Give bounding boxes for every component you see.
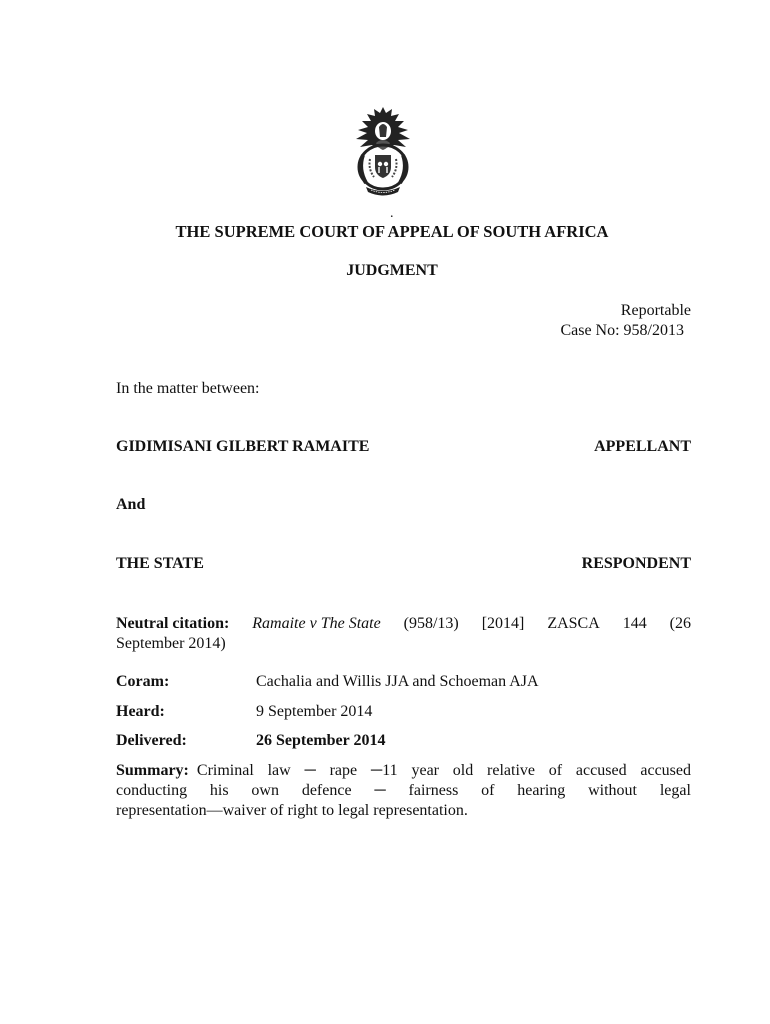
summary-word: defence bbox=[301, 782, 352, 799]
citation-case-title: Ramaite v The State bbox=[252, 615, 381, 632]
summary-word: his bbox=[209, 782, 229, 799]
citation-word: 144 bbox=[622, 615, 647, 632]
summary-line-3: representation—waiver of right to legal representation. bbox=[116, 802, 468, 819]
citation-label: Neutral citation: bbox=[116, 615, 230, 632]
summary-block bbox=[116, 761, 691, 821]
delivered-value: 26 September 2014 bbox=[256, 732, 386, 749]
summary-word: conducting bbox=[116, 782, 188, 799]
respondent-role: RESPONDENT bbox=[581, 555, 691, 572]
summary-word: of bbox=[481, 782, 495, 799]
appellant-role: APPELLANT bbox=[594, 438, 691, 455]
summary-word: own bbox=[251, 782, 279, 799]
conjunction-and: And bbox=[116, 496, 146, 513]
neutral-citation bbox=[116, 614, 691, 654]
document-type-heading: JUDGMENT bbox=[346, 262, 438, 279]
summary-word: without bbox=[588, 782, 637, 799]
coram-label: Coram: bbox=[116, 673, 170, 690]
summary-word: hearing bbox=[517, 782, 566, 799]
respondent-name: THE STATE bbox=[116, 555, 204, 572]
citation-word: [2014] bbox=[481, 615, 525, 632]
summary-word: legal bbox=[659, 782, 691, 799]
citation-word: (26 bbox=[669, 615, 691, 632]
appellant-name: GIDIMISANI GILBERT RAMAITE bbox=[116, 438, 370, 455]
summary-line-1: Criminal law ─ rape ─11 year old relative of accused accused bbox=[196, 762, 691, 779]
citation-word: (958/13) bbox=[403, 615, 459, 632]
citation-word: ZASCA bbox=[547, 615, 600, 632]
coram-value: Cachalia and Willis JJA and Schoeman AJA bbox=[256, 673, 539, 690]
summary-word: ─ bbox=[374, 782, 386, 799]
case-number: Case No: 958/2013 bbox=[560, 322, 684, 339]
header-dot: . bbox=[390, 206, 394, 221]
heard-value: 9 September 2014 bbox=[256, 703, 373, 720]
delivered-label: Delivered: bbox=[116, 732, 187, 749]
citation-line-2: September 2014) bbox=[116, 635, 226, 652]
coat-of-arms-icon bbox=[346, 103, 420, 197]
summary-label: Summary: bbox=[116, 762, 189, 779]
summary-line-2 bbox=[116, 781, 691, 801]
matter-intro: In the matter between: bbox=[116, 380, 260, 397]
heard-label: Heard: bbox=[116, 703, 165, 720]
reportable-label: Reportable bbox=[620, 302, 691, 319]
summary-word: fairness bbox=[408, 782, 459, 799]
court-title: THE SUPREME COURT OF APPEAL OF SOUTH AFRICA bbox=[175, 222, 609, 241]
